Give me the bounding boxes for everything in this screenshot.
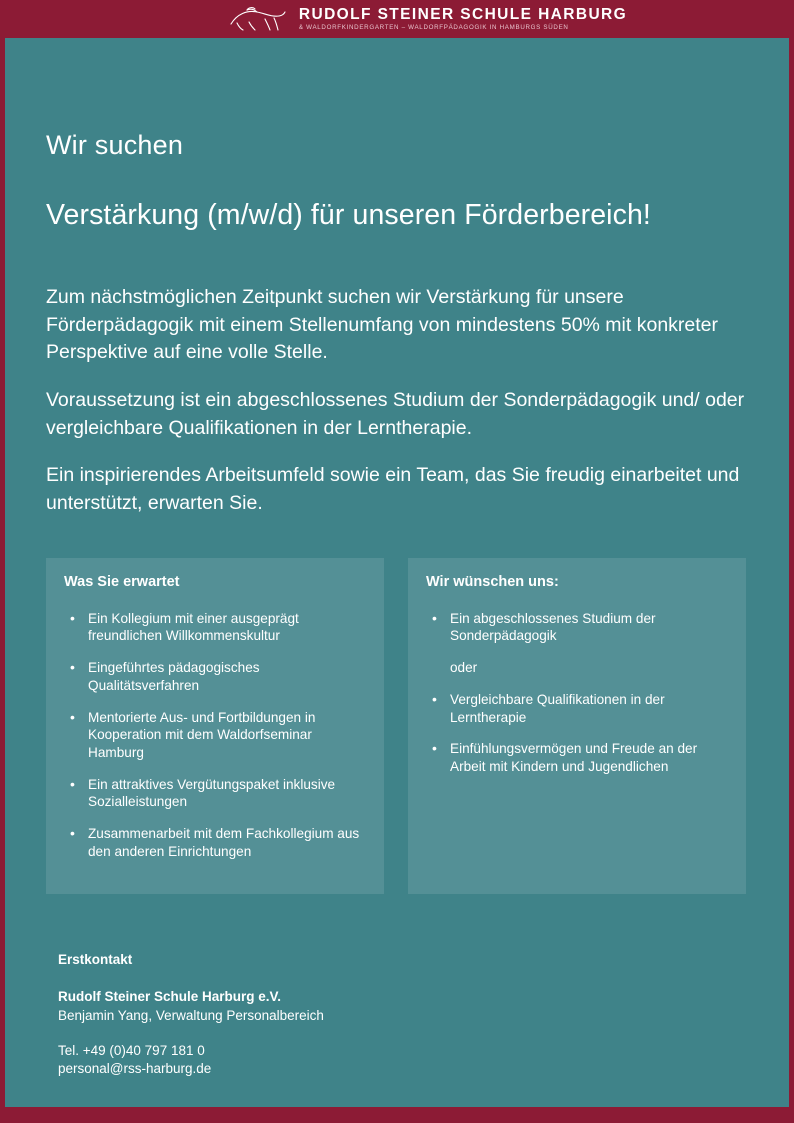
page-header [0, 0, 794, 38]
list-item: • Mentorierte Aus- und Fortbildungen in Kooperation mit dem Waldorfseminar Hamburg [64, 709, 366, 762]
intro-paragraphs [46, 284, 748, 518]
list-item: • Zusammenarbeit mit dem Fachkollegium aus den anderen Einrichtungen [64, 825, 366, 860]
contact-phone[interactable]: Tel. +49 (0)40 797 181 0 [58, 1043, 205, 1059]
contact-person: Benjamin Yang, Verwaltung Personalbereich [58, 1008, 324, 1024]
contact-block [46, 952, 748, 1076]
intro-paragraph: Ein inspirierendes Arbeitsumfeld sowie ein Team, das Sie freudig einarbeitet und unterstützt, erwarten Sie. [46, 464, 740, 515]
intro-paragraph: Voraussetzung ist ein abgeschlossenes Studium der Sonderpädagogik und/ oder vergleichbare Qualifikationen in der Lerntherapie. [46, 389, 745, 439]
brand-title: RUDOLF STEINER SCHULE HARBURG [298, 5, 628, 23]
page-title-line2: Verstärkung (m/w/d) für unseren Förderbereich! [46, 199, 651, 231]
brand-lockup [227, 6, 627, 32]
offer-requirement-boxes [46, 558, 748, 894]
page-title-line1: Wir suchen [46, 130, 184, 160]
intro-paragraph: Zum nächstmöglichen Zeitpunkt suchen wir Verstärkung für unsere Förderpädagogik mit einem Stellenumfang von mindestens 50% mit konkreter Perspektive auf eine volle Stelle. [46, 286, 719, 364]
list-item: • Vergleichbare Qualifikationen in der Lerntherapie [426, 691, 728, 726]
list-item: • Ein attraktives Vergütungspaket inklusive Sozialleistungen [64, 776, 366, 811]
right-border-strip [789, 38, 794, 1107]
horse-rider-logo-icon [227, 6, 289, 32]
list-item-connector: oder [450, 660, 478, 676]
brand-subtitle: & WALDORFKINDERGARTEN – WALDORFPÄDAGOGIK IN HAMBURGS SÜDEN [298, 23, 569, 31]
list-item: • Ein Kollegium mit einer ausgeprägt freundlichen Willkommenskultur [64, 610, 366, 645]
box-title: Wir wünschen uns: [426, 573, 559, 590]
contact-email[interactable]: personal@rss-harburg.de [58, 1061, 212, 1077]
list-item: • Eingeführtes pädagogisches Qualitätsverfahren [64, 659, 366, 694]
box-list [64, 610, 366, 860]
brand-text-block [299, 7, 627, 32]
box-title: Was Sie erwartet [64, 573, 180, 590]
box-wishes [408, 558, 746, 894]
contact-organisation: Rudolf Steiner Schule Harburg e.V. [58, 989, 282, 1005]
list-item: • Ein abgeschlossenes Studium der Sonderpädagogik [426, 610, 728, 645]
box-expectations [46, 558, 384, 894]
left-border-strip [0, 38, 5, 1107]
contact-label: Erstkontakt [58, 952, 133, 968]
footer-strip [0, 1107, 794, 1123]
document-body [0, 38, 794, 1107]
list-item: • Einfühlungsvermögen und Freude an der Arbeit mit Kindern und Jugendlichen [426, 740, 728, 775]
box-list [426, 610, 728, 776]
